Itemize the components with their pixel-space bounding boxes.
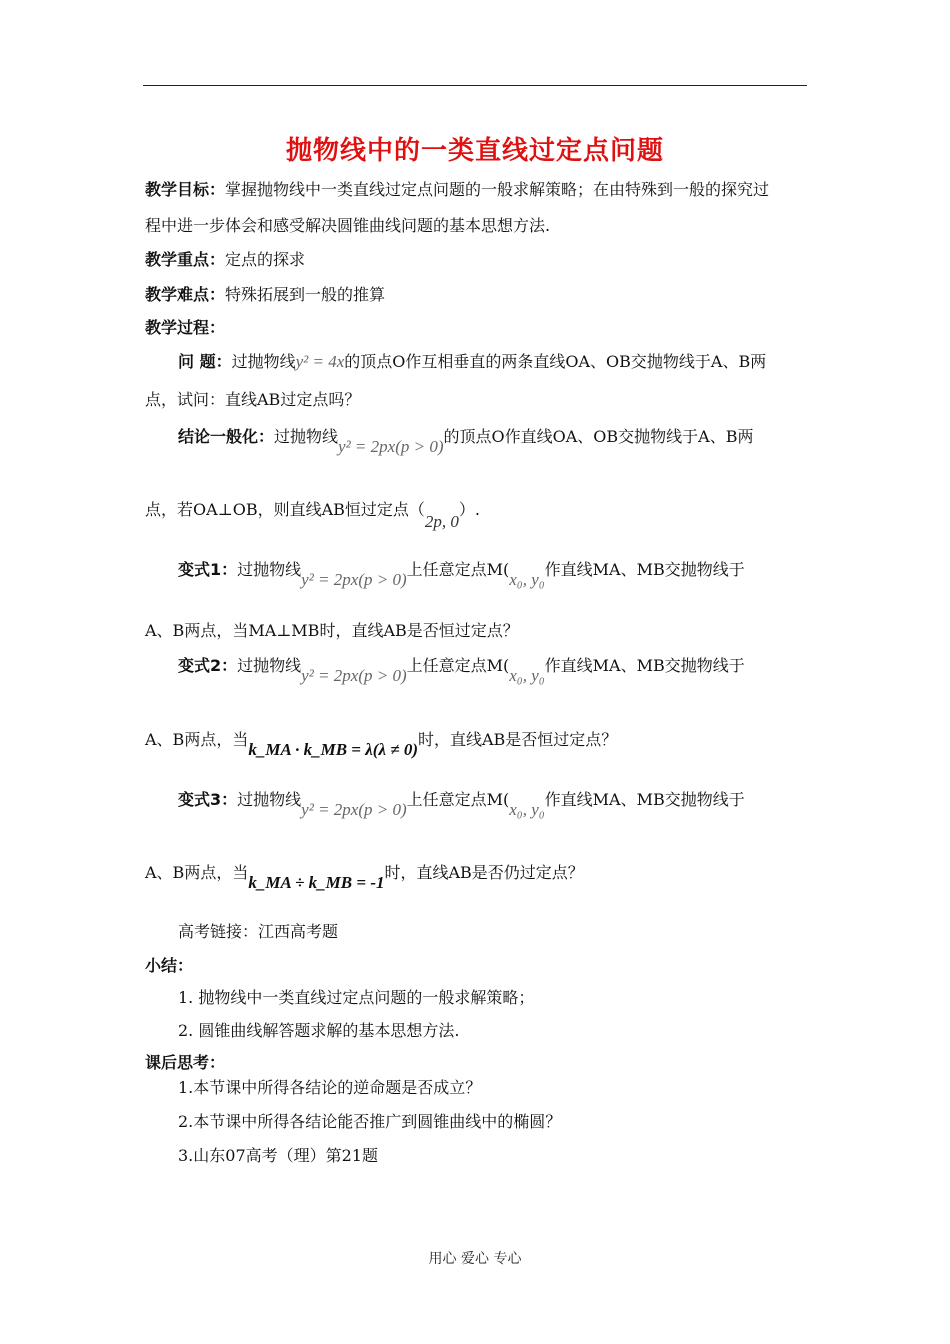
goal-label: 教学目标：	[145, 180, 226, 199]
summary-item: 1. 抛物线中一类直线过定点问题的一般求解策略；	[178, 988, 535, 1007]
variant3-condition: k_MA ÷ k_MB = -1	[248, 873, 385, 892]
after-item: 2.本节课中所得各结论能否推广到圆锥曲线中的椭圆？	[178, 1112, 562, 1131]
page-title: 抛物线中的一类直线过定点问题	[285, 136, 664, 166]
variant2-point: x₀, y₀	[509, 666, 545, 685]
general-equation: y² = 2px(p > 0)	[338, 437, 444, 456]
fixed-point: 2p, 0	[424, 512, 459, 531]
variant3-line-1: 变式3：过抛物线y² = 2px(p > 0)上任意定点M(x₀, y₀作直线MA、MB交抛物线于	[178, 790, 745, 819]
header-rule	[143, 85, 807, 86]
focus-line	[145, 250, 305, 270]
variant2-equation: y² = 2px(p > 0)	[301, 666, 407, 685]
summary-label: 小结：	[145, 956, 194, 975]
general-line-1: 结论一般化：过抛物线y² = 2px(p > 0)的顶点O作直线OA、OB交抛物线于A、B两	[178, 427, 754, 456]
difficulty-line	[145, 285, 385, 305]
goal-line-2: 程中进一步体会和感受解决圆锥曲线问题的基本思想方法.	[145, 216, 551, 235]
variant2-condition: k_MA · k_MB = λ(λ ≠ 0)	[248, 740, 418, 759]
variant2-line-1: 变式2：过抛物线y² = 2px(p > 0)上任意定点M(x₀, y₀作直线MA、MB交抛物线于	[178, 656, 745, 685]
variant1-equation: y² = 2px(p > 0)	[301, 570, 407, 589]
problem-label: 问 题：	[178, 352, 232, 371]
variant3-line-2: A、B两点，当k_MA ÷ k_MB = -1时，直线AB是否仍过定点？	[145, 863, 584, 892]
variant1-point: x₀, y₀	[509, 570, 545, 589]
exam-link: 高考链接：江西高考题	[178, 922, 339, 941]
problem-equation: y² = 4x	[295, 352, 345, 371]
summary-item: 2. 圆锥曲线解答题求解的基本思想方法.	[178, 1021, 460, 1040]
problem-line-2: 点，试问：直线AB过定点吗？	[145, 390, 361, 409]
difficulty-label: 教学难点：	[145, 285, 226, 304]
after-item: 3.山东07高考（理）第21题	[178, 1146, 378, 1165]
problem-line-1: 问 题：过抛物线y² = 4x的顶点O作互相垂直的两条直线OA、OB交抛物线于A、B两	[178, 352, 767, 371]
goal-line-1	[145, 180, 769, 200]
variant2-line-2: A、B两点，当k_MA · k_MB = λ(λ ≠ 0)时，直线AB是否恒过定点？	[145, 730, 618, 759]
difficulty-text: 特殊拓展到一般的推算	[225, 285, 386, 304]
variant1-line-2: A、B两点，当MA⊥MB时，直线AB是否恒过定点？	[145, 621, 519, 640]
variant2-label: 变式2：	[178, 656, 238, 675]
variant3-equation: y² = 2px(p > 0)	[301, 800, 407, 819]
after-label: 课后思考：	[145, 1053, 226, 1072]
variant3-point: x₀, y₀	[509, 800, 545, 819]
goal-text-1: 掌握抛物线中一类直线过定点问题的一般求解策略；在由特殊到一般的探究过	[225, 180, 770, 199]
focus-text: 定点的探求	[225, 250, 306, 269]
page-footer: 用心 爱心 专心	[428, 1251, 522, 1267]
variant1-label: 变式1：	[178, 560, 238, 579]
focus-label: 教学重点：	[145, 250, 226, 269]
general-label: 结论一般化：	[178, 427, 275, 446]
variant1-line-1: 变式1：过抛物线y² = 2px(p > 0)上任意定点M(x₀, y₀作直线MA、MB交抛物线于	[178, 560, 745, 589]
after-item: 1.本节课中所得各结论的逆命题是否成立？	[178, 1078, 482, 1097]
general-line-2: 点，若OA⊥OB，则直线AB恒过定点（2p, 0）.	[145, 500, 481, 531]
variant3-label: 变式3：	[178, 790, 238, 809]
process-label: 教学过程：	[145, 318, 226, 337]
